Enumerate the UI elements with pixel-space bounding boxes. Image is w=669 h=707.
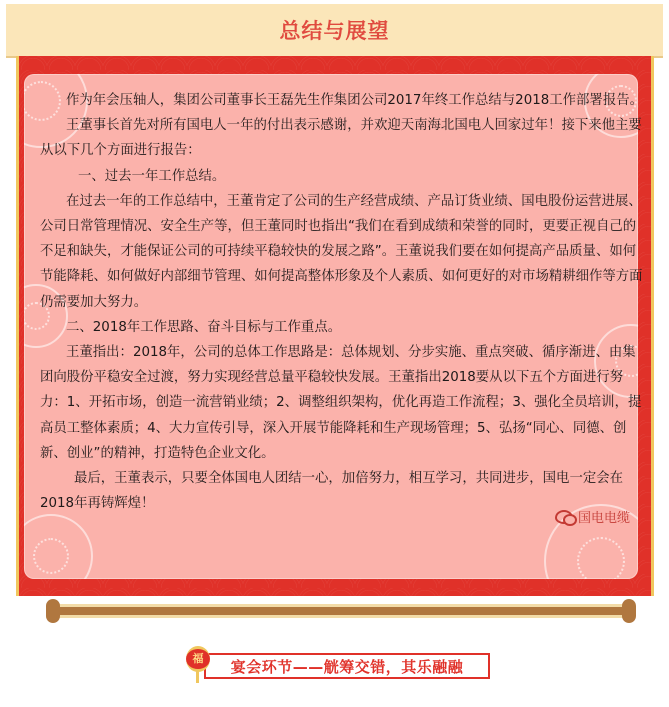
paragraph-thanks: 王董事长首先对所有国电人一年的付出表示感谢，并欢迎天南海北国电人回家过年！接下来他主要从以下几个方面进行报告： bbox=[40, 118, 642, 159]
paragraph-plan: 王董指出：2018年，公司的总体工作思路是：总体规划、分步实施、重点突破、循序渐进、由集团向股份平稳安全过渡，努力实现经营总量平稳较快发展。王董指出2018要从以下五个方面进行努力：1、开拓市场，创造一流营销业绩；2、调整组织架构，优化再造工作流程；3、强化全员培训，提高员工整体素质；4、大力宣传引导，深入开展节能降耗和生产现场管理；5、弘扬“同心、同德、创新、创业”的精神，打造特色企业文化。 bbox=[40, 345, 642, 461]
next-section-title: 宴会环节——觥筹交错，其乐融融 bbox=[230, 657, 464, 676]
page-title: 总结与展望 bbox=[279, 19, 390, 43]
article-body bbox=[40, 88, 644, 516]
wechat-watermark bbox=[555, 507, 630, 526]
watermark-label: 国电电缆 bbox=[578, 511, 631, 526]
lantern-char: 福 bbox=[192, 652, 204, 665]
scroll-cap-right bbox=[622, 599, 636, 623]
section-heading-1: 一、过去一年工作总结。 bbox=[78, 168, 226, 184]
lantern-icon bbox=[184, 640, 212, 680]
paragraph-summary: 在过去一年的工作总结中，王董肯定了公司的生产经营成绩、产品订货业绩、国电股份运营进展、公司日常管理情况、安全生产等，但王董同时也指出“我们在看到成绩和荣誉的同时，更要正视自己的不足和缺失，才能保证公司的可持续平稳较快的发展之路”。王董说我们要在如何提高产品质量、如何节能降耗、如何做好内部细节管理、如何提高整体形象及个人素质、如何更好的对市场精耕细作等方面仍需要加大努力。 bbox=[40, 193, 643, 310]
next-section-heading bbox=[204, 653, 490, 679]
scroll-divider bbox=[52, 604, 632, 618]
section-heading-2: 二、2018年工作思路、奋斗目标与工作重点。 bbox=[66, 319, 342, 335]
flower-ornament bbox=[24, 514, 93, 579]
paragraph-intro: 作为年会压轴人，集团公司董事长王磊先生作集团公司2017年终工作总结与2018工作部署报告。 bbox=[66, 93, 643, 108]
title-banner bbox=[6, 4, 663, 58]
scroll-cap-left bbox=[46, 599, 60, 623]
paragraph-closing: 最后，王董表示，只要全体国电人团结一心，加倍努力，相互学习，共同进步，国电一定会在2018年再铸辉煌！ bbox=[40, 471, 624, 512]
wechat-icon bbox=[555, 510, 573, 524]
